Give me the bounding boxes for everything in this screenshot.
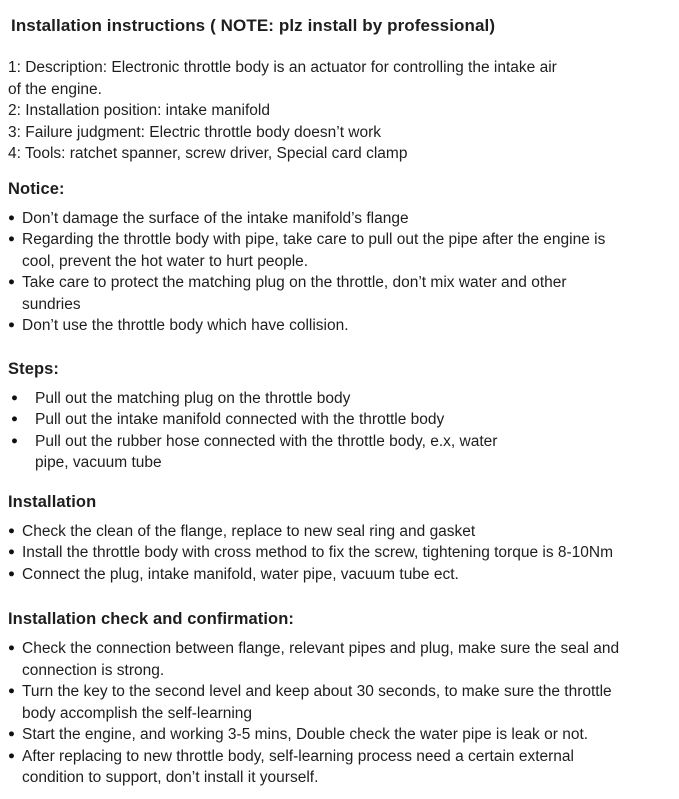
intro-line: of the engine. [8, 80, 102, 98]
bullet-line: Start the engine, and working 3-5 mins, Double check the water pipe is leak or not. [22, 726, 589, 743]
list-item [8, 431, 669, 474]
bullet-text [35, 409, 669, 431]
bullet-line: condition to support, don’t install it yourself. [22, 769, 319, 786]
list-item [8, 746, 669, 789]
bullet-line: Check the clean of the flange, replace to new seal ring and gasket [22, 522, 476, 540]
bullet-icon: ● [8, 642, 15, 654]
bullet-icon: ● [8, 546, 15, 558]
bullet-text [22, 564, 669, 586]
list-item [8, 521, 669, 543]
bullet-line: pipe, vacuum tube [35, 454, 162, 471]
bullet-icon: ● [11, 413, 18, 425]
section-notice [8, 179, 669, 337]
section-heading-check: Installation check and confirmation: [8, 610, 294, 628]
intro-line: 3: Failure judgment: Electric throttle body doesn’t work [8, 123, 382, 141]
bullet-icon: ● [11, 391, 18, 404]
bullet-text [35, 431, 669, 474]
bullet-line: sundries [22, 295, 81, 313]
intro-line: 1: Description: Electronic throttle body is an actuator for controlling the intake air [8, 59, 557, 76]
section-check [8, 609, 669, 789]
intro-line: 4: Tools: ratchet spanner, screw driver, Special card clamp [8, 145, 408, 162]
section-heading-notice: Notice: [8, 179, 65, 198]
section-installation [8, 492, 669, 586]
bullet-text [22, 681, 669, 724]
list-item [8, 564, 669, 586]
bullet-text [22, 746, 669, 789]
list-item [8, 542, 669, 564]
bullet-text [22, 521, 669, 543]
bullet-text [22, 638, 669, 681]
section-heading-installation: Installation [8, 492, 97, 511]
list-item [8, 272, 669, 315]
bullet-line: Take care to protect the matching plug on the throttle, don’t mix water and other [22, 274, 567, 291]
bullet-icon: ● [8, 749, 15, 762]
bullet-icon: ● [8, 524, 15, 537]
section-heading-steps: Steps: [8, 359, 60, 378]
bullet-text [35, 388, 669, 410]
bullet-line: Turn the key to the second level and keep about 30 seconds, to make sure the throttle [22, 683, 612, 700]
list-item [8, 388, 669, 410]
bullet-text [22, 542, 669, 564]
bullet-list-notice [8, 208, 669, 337]
page-title: Installation instructions ( NOTE: plz install by professional) [11, 16, 496, 35]
bullet-icon: ● [8, 276, 15, 288]
bullet-icon: ● [8, 233, 15, 245]
intro-paragraph [8, 57, 669, 165]
bullet-text [22, 315, 669, 337]
list-item [8, 208, 669, 230]
bullet-icon: ● [8, 567, 15, 580]
list-item [8, 638, 669, 681]
bullet-line: Install the throttle body with cross method to fix the screw, tightening torque is 8-10Nm [22, 544, 614, 561]
bullet-list-steps [8, 388, 669, 474]
bullet-icon: ● [8, 685, 15, 697]
bullet-line: connection is strong. [22, 661, 165, 679]
bullet-icon: ● [8, 319, 15, 331]
intro-line: 2: Installation position: intake manifold [8, 102, 270, 119]
bullet-line: Connect the plug, intake manifold, water pipe, vacuum tube ect. [22, 565, 459, 583]
bullet-line: Don’t use the throttle body which have collision. [22, 317, 349, 334]
bullet-list-check [8, 638, 669, 789]
bullet-icon: ● [8, 728, 15, 740]
bullet-line: Pull out the intake manifold connected with the throttle body [35, 411, 445, 428]
bullet-text [22, 208, 669, 230]
bullet-line: After replacing to new throttle body, self-learning process need a certain external [22, 747, 574, 765]
bullet-line: Don’t damage the surface of the intake manifold’s flange [22, 209, 409, 227]
bullet-icon: ● [11, 434, 18, 447]
bullet-text [22, 272, 669, 315]
list-item [8, 681, 669, 724]
bullet-line: body accomplish the self-learning [22, 704, 253, 722]
list-item [8, 229, 669, 272]
bullet-line: Pull out the matching plug on the throttle body [35, 389, 351, 407]
bullet-line: Regarding the throttle body with pipe, take care to pull out the pipe after the engine is [22, 231, 606, 248]
list-item [8, 724, 669, 746]
section-steps [8, 359, 669, 474]
bullet-line: cool, prevent the hot water to hurt people. [22, 252, 309, 270]
list-item [8, 409, 669, 431]
bullet-line: Pull out the rubber hose connected with the throttle body, e.x, water [35, 432, 498, 450]
bullet-text [22, 724, 669, 746]
bullet-line: Check the connection between flange, relevant pipes and plug, make sure the seal and [22, 640, 620, 657]
list-item [8, 315, 669, 337]
bullet-text [22, 229, 669, 272]
bullet-list-installation [8, 521, 669, 586]
bullet-icon: ● [8, 211, 15, 224]
